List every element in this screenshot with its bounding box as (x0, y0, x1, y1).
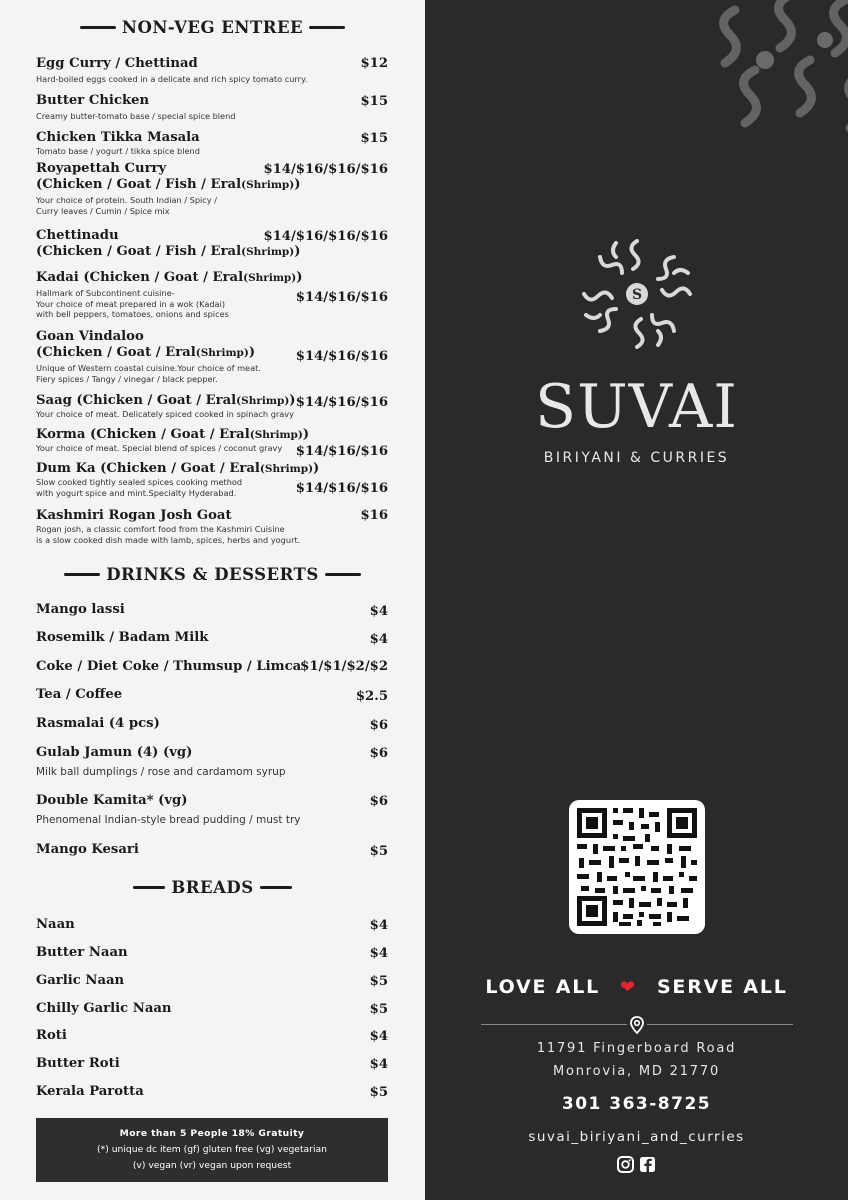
item-name-variants: (Chicken / Goat / Fish / Eral(Shrimp)) (36, 177, 301, 192)
gratuity-note: More than 5 People 18% Gratuity (119, 1128, 305, 1139)
menu-item (36, 716, 388, 732)
item-description: Milk ball dumplings / rose and cardamom syrup (36, 766, 286, 778)
menu-item (36, 508, 388, 545)
item-price: $14/$16/$16 (295, 444, 388, 459)
item-name: Tea / Coffee (36, 687, 123, 702)
address-line-1: 11791 Fingerboard Road (536, 1041, 737, 1056)
item-name: Butter Roti (36, 1056, 120, 1071)
item-name: Saag (Chicken / Goat / Eral(Shrimp)) (36, 393, 296, 408)
item-price: $2.5 (355, 689, 388, 704)
item-name: Mango lassi (36, 602, 125, 617)
instagram-icon[interactable] (618, 1157, 633, 1172)
social-icons (615, 1156, 659, 1174)
motto-left: LOVE ALL (485, 976, 601, 998)
item-price: $12 (360, 56, 388, 71)
item-description: Creamy butter-tomato base / special spice blend (36, 111, 236, 121)
item-name: Chettinadu (36, 228, 119, 243)
item-price: $6 (369, 746, 388, 761)
menu-item (36, 1001, 388, 1017)
item-price: $14/$16/$16 (295, 349, 388, 364)
item-name: Coke / Diet Coke / Thumsup / Limca (36, 659, 302, 674)
item-description: Your choice of protein. South Indian / Spicy / Curry leaves / Cumin / Spice mix (36, 195, 218, 216)
menu-item (36, 130, 388, 157)
menu-item (36, 461, 388, 498)
item-price: $1/$1/$2/$2 (300, 659, 388, 674)
menu-item (36, 329, 388, 384)
item-price: $5 (369, 974, 388, 989)
brand-name: SUVAI (535, 372, 738, 442)
item-price: $16 (360, 508, 388, 523)
menu-item (36, 793, 388, 827)
item-description: Hallmark of Subcontinent cuisine- Your choice of meat prepared in a wok (Kadai) with bell peppers, tomatoes, onions and spices (36, 288, 229, 319)
item-name: Butter Naan (36, 945, 128, 960)
menu-item (36, 228, 388, 260)
menu-item (36, 427, 388, 459)
item-description: Phenomenal Indian-style bread pudding / must try (36, 814, 301, 826)
item-price: $14/$16/$16/$16 (263, 229, 388, 244)
menu-item (36, 945, 388, 961)
item-price: $4 (369, 604, 388, 619)
item-description: Tomato base / yogurt / tikka spice blend (36, 146, 200, 156)
social-handle[interactable]: suvai_biriyani_and_curries (528, 1129, 745, 1145)
item-price: $5 (369, 1002, 388, 1017)
item-price: $5 (369, 1085, 388, 1100)
item-description: Slow cooked tightly sealed spices cooking method with yogurt spice and mint.Specialty Hyderabad. (36, 477, 243, 498)
facebook-icon[interactable] (640, 1157, 655, 1172)
item-price: $4 (369, 1057, 388, 1072)
item-name: Dum Ka (Chicken / Goat / Eral(Shrimp)) (36, 461, 320, 476)
item-price: $6 (369, 718, 388, 733)
heart-icon: ❤ (620, 977, 637, 998)
menu-item (36, 1056, 388, 1072)
item-price: $6 (369, 794, 388, 809)
item-price: $14/$16/$16/$16 (263, 162, 388, 177)
item-name: Kashmiri Rogan Josh Goat (36, 508, 232, 523)
item-name: Korma (Chicken / Goat / Eral(Shrimp)) (36, 427, 310, 442)
menu-item (36, 687, 388, 703)
item-name: Butter Chicken (36, 93, 150, 108)
menu-item (36, 630, 388, 646)
item-name-variants: (Chicken / Goat / Eral(Shrimp)) (36, 345, 256, 360)
menu-item (36, 56, 388, 85)
legend-line: (v) vegan (vr) vegan upon request (132, 1160, 292, 1171)
phone-number[interactable]: 301 363-8725 (561, 1094, 712, 1114)
item-name: Gulab Jamun (4) (vg) (36, 745, 193, 760)
item-price: $4 (369, 918, 388, 933)
menu-item (36, 973, 388, 989)
menu-item (36, 842, 388, 858)
brand-tagline: BIRIYANI & CURRIES (543, 450, 730, 466)
motto-right: SERVE ALL (656, 976, 788, 998)
item-name: Goan Vindaloo (36, 329, 144, 344)
item-name: Chilly Garlic Naan (36, 1001, 172, 1016)
section-heading-drinks: DRINKS & DESSERTS (0, 564, 425, 584)
menu-item (36, 270, 388, 320)
location-pin-icon (627, 1015, 647, 1035)
legend-line: (*) unique dc item (gf) gluten free (vg) vegetarian (97, 1144, 327, 1155)
qr-code-icon (569, 800, 705, 934)
address-line-2: Monrovia, MD 21770 (552, 1064, 721, 1079)
item-price: $14/$16/$16 (295, 481, 388, 496)
motto (425, 976, 848, 998)
item-name: Double Kamita* (vg) (36, 793, 188, 808)
item-name: Egg Curry / Chettinad (36, 56, 198, 71)
menu-item (36, 659, 388, 675)
item-price: $4 (369, 632, 388, 647)
item-price: $15 (360, 94, 388, 109)
item-price: $4 (369, 1029, 388, 1044)
section-heading-nonveg: NON-VEG ENTREE (0, 17, 425, 37)
decorative-swirl-pattern (695, 0, 848, 150)
menu-item (36, 161, 388, 216)
item-name: Kadai (Chicken / Goat / Eral(Shrimp)) (36, 270, 303, 285)
item-name: Roti (36, 1028, 67, 1043)
item-price: $14/$16/$16 (295, 395, 388, 410)
section-heading-breads: BREADS (0, 877, 425, 897)
menu-item (36, 1084, 388, 1100)
item-name: Rasmalai (4 pcs) (36, 716, 160, 731)
item-name: Rosemilk / Badam Milk (36, 630, 209, 645)
item-description: Unique of Western coastal cuisine.Your choice of meat. Fiery spices / Tangy / vinegar / black pepper. (36, 363, 261, 384)
item-description: Hard-boiled eggs cooked in a delicate and rich spicy tomato curry. (36, 74, 308, 84)
menu-item (36, 745, 388, 779)
item-price: $5 (369, 844, 388, 859)
svg-text:S: S (631, 287, 643, 303)
item-name: Mango Kesari (36, 842, 139, 857)
item-name: Kerala Parotta (36, 1084, 144, 1099)
menu-item (36, 93, 388, 122)
item-name: Royapettah Curry (36, 161, 167, 176)
brand-panel (425, 0, 848, 1200)
qr-code[interactable] (569, 800, 705, 934)
item-price: $4 (369, 946, 388, 961)
menu-item (36, 917, 388, 933)
item-description: Your choice of meat. Delicately spiced cooked in spinach gravy (36, 409, 294, 419)
menu-item (36, 1028, 388, 1044)
item-name: Chicken Tikka Masala (36, 130, 200, 145)
item-description: Rogan josh, a classic comfort food from the Kashmiri Cuisine is a slow cooked dish made with lamb, spices, herbs and yogurt. (36, 524, 301, 545)
item-name-variants: (Chicken / Goat / Fish / Eral(Shrimp)) (36, 244, 301, 259)
item-name: Naan (36, 917, 75, 932)
item-name: Garlic Naan (36, 973, 125, 988)
legend-box (36, 1118, 388, 1182)
suvai-logo-icon (576, 233, 698, 355)
item-price: $15 (360, 131, 388, 146)
menu-item (36, 393, 388, 420)
item-description: Your choice of meat. Special blend of spices / coconut gravy (36, 443, 283, 453)
menu-item (36, 602, 388, 618)
item-price: $14/$16/$16 (295, 290, 388, 305)
